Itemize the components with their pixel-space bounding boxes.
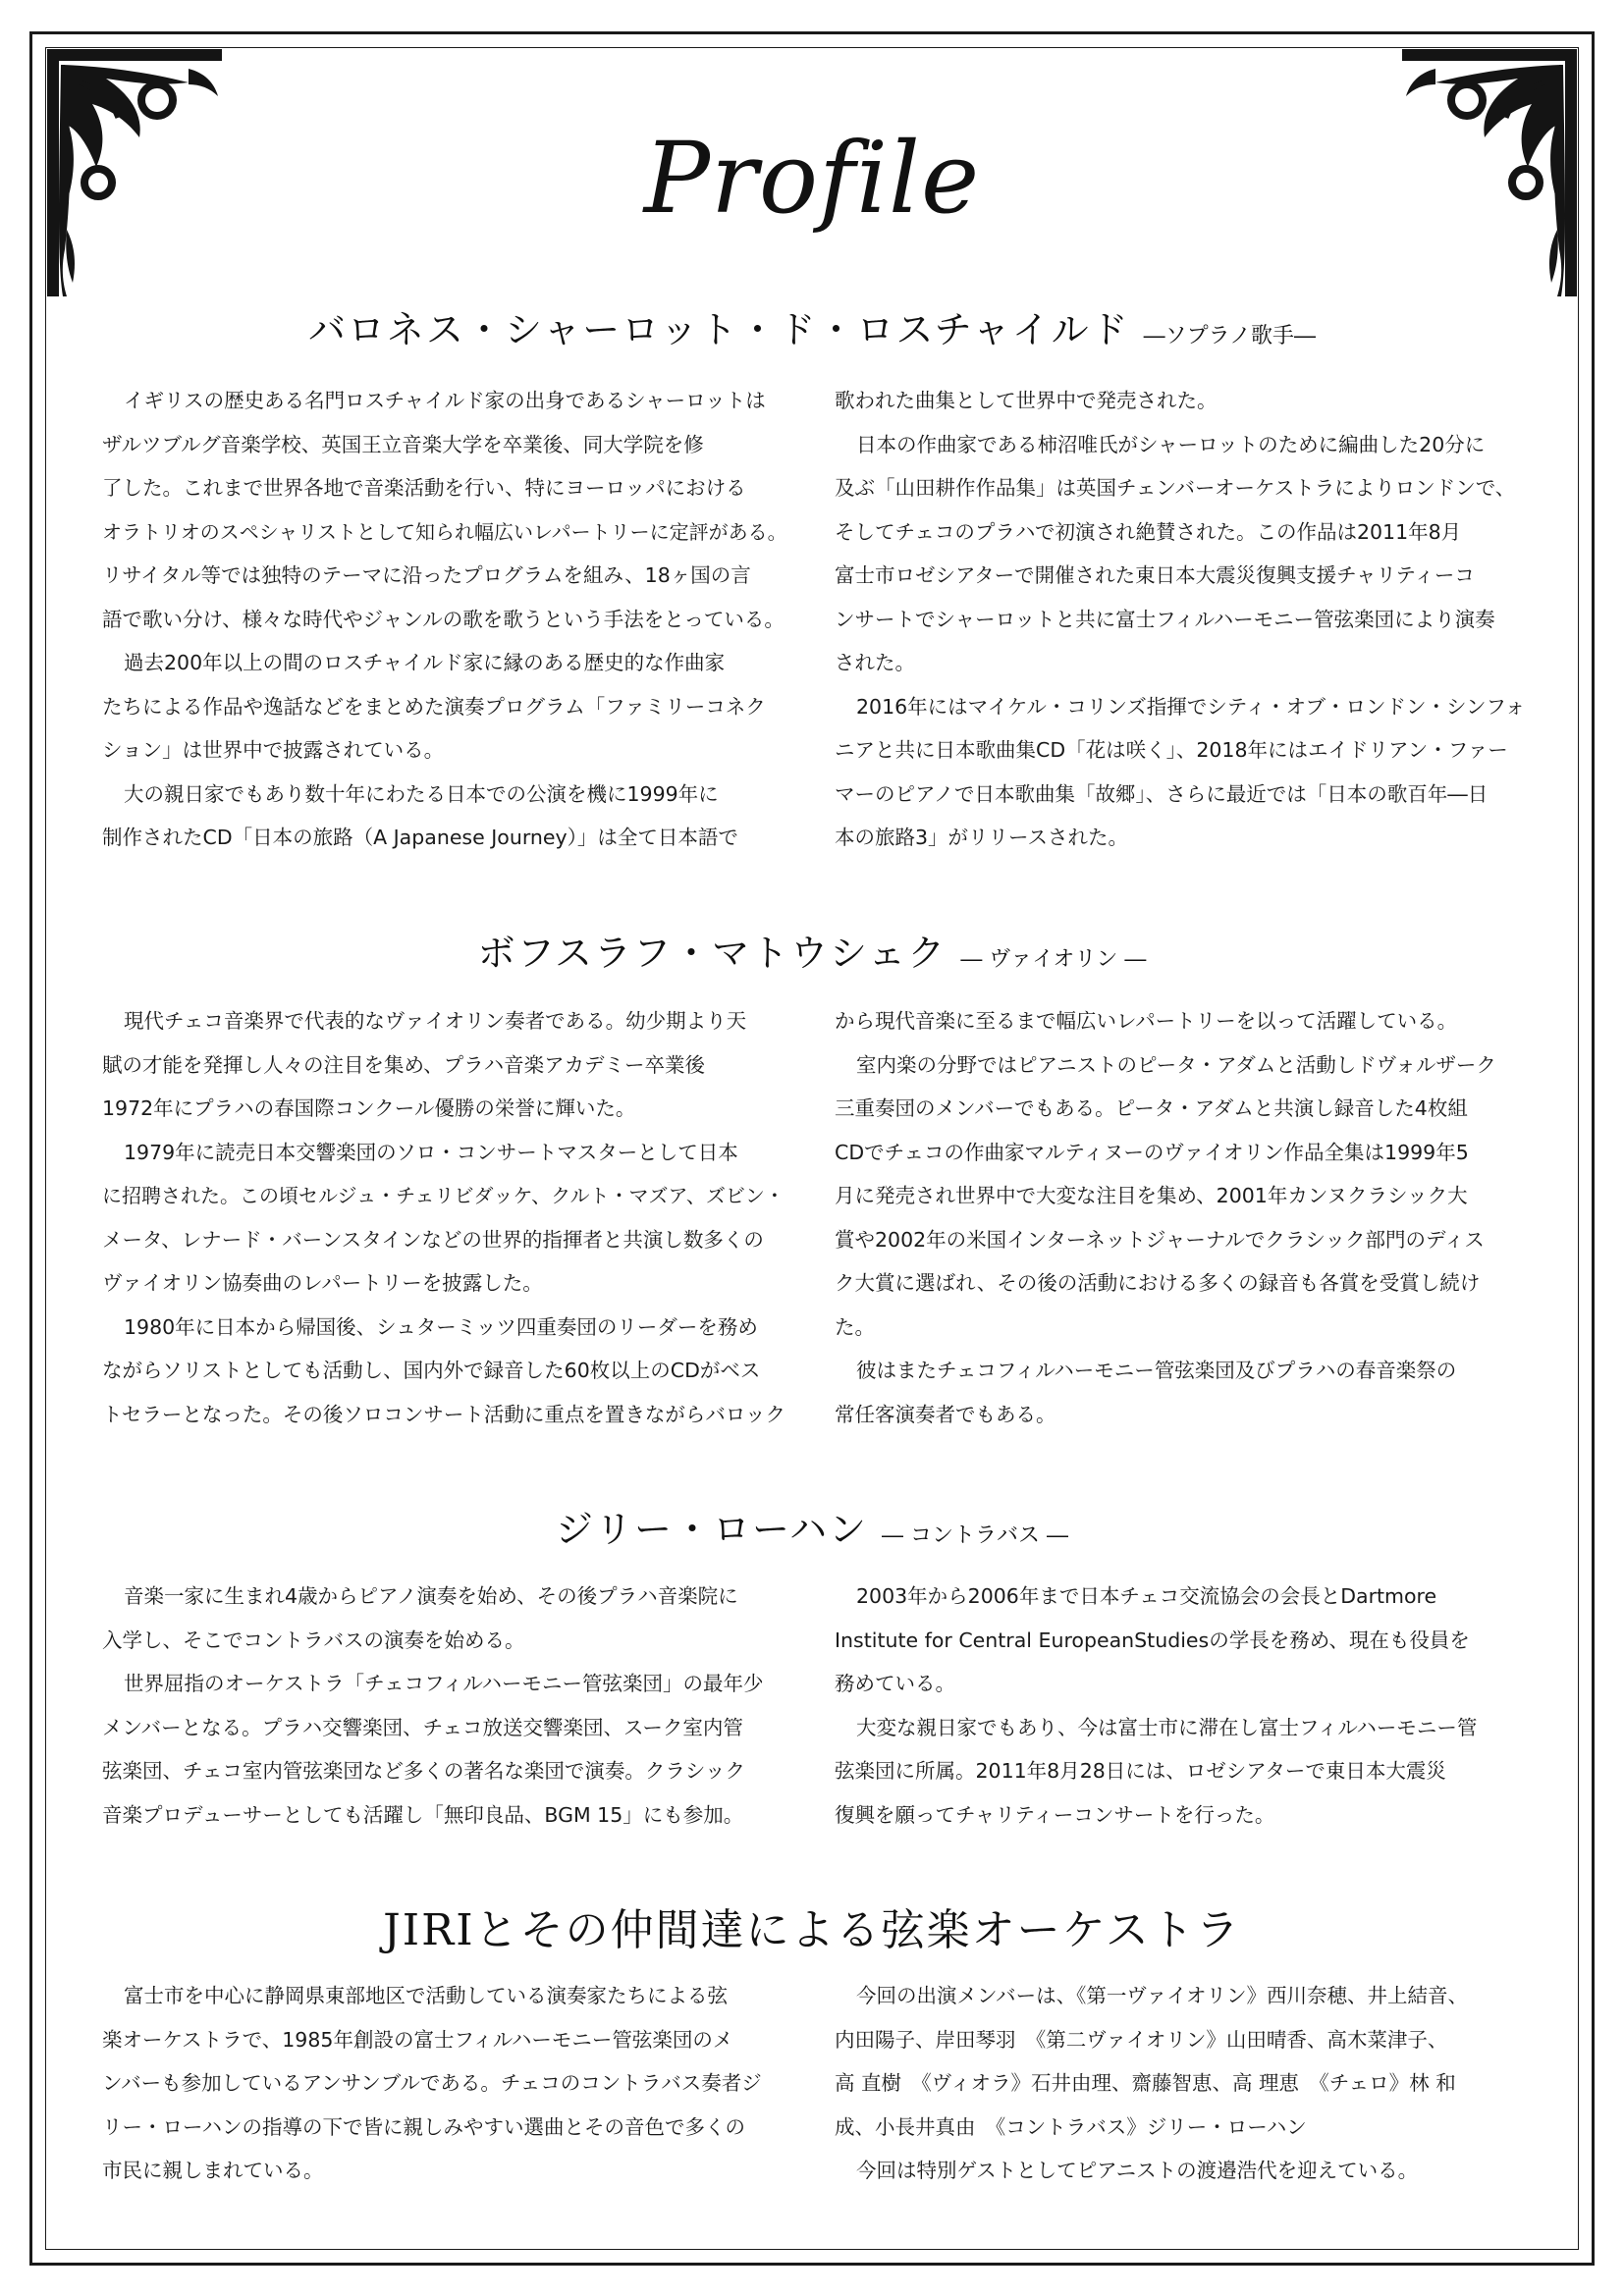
section-name: バロネス・シャーロット・ド・ロスチャイルド: [308, 308, 1130, 351]
text-line: 大の親日家でもあり数十年にわたる日本での公演を機に1999年に: [124, 781, 719, 806]
text-line: 1979年に読売日本交響楽団のソロ・コンサートマスターとして日本: [124, 1140, 738, 1164]
text-line: 及ぶ「山田耕作作品集」は英国チェンバーオーケストラによりロンドンで、: [835, 476, 1516, 500]
text-line: 世界屈指のオーケストラ「チェコフィルハーモニー管弦楽団」の最年少: [124, 1672, 764, 1695]
text-line: ション」は世界中で披露されている。: [102, 738, 445, 762]
text-line: 了した。これまで世界各地で音楽活動を行い、特にヨーロッパにおける: [102, 476, 746, 500]
text-line: 1980年に日本から帰国後、シュターミッツ四重奏団のリーダーを務め: [124, 1314, 758, 1339]
text-line: メンバーとなる。プラハ交響楽団、チェコ放送交響楽団、スーク室内管: [102, 1715, 743, 1739]
text-line: 常任客演奏者でもある。: [835, 1402, 1056, 1426]
text-line: オラトリオのスペシャリストとして知られ幅広いレパートリーに定評がある。: [102, 519, 787, 544]
text-line: 三重奏団のメンバーでもある。ピータ・アダムと共演し録音した4枚組: [835, 1096, 1468, 1120]
text-line: メータ、レナード・バーンスタインなどの世界的指揮者と共演し数多くの: [102, 1227, 764, 1252]
text-line: リー・ローハンの指導の下で皆に親しみやすい選曲とその音色で多くの: [102, 2114, 745, 2139]
text-line: トセラーとなった。その後ソロコンサート活動に重点を置きながらバロック: [102, 1402, 785, 1426]
text-line: ニアと共に日本歌曲集CD「花は咲く」、2018年にはエイドリアン・ファー: [835, 738, 1508, 762]
page-title: Profile: [643, 121, 981, 236]
section-body-right: [835, 1575, 1526, 1837]
section-role: ― ヴァイオリン ―: [960, 947, 1147, 972]
text-line: 高 直樹 《ヴィオラ》石井由理、齋藤智恵、高 理恵 《チェロ》林 和: [835, 2071, 1456, 2095]
text-line: 富士市を中心に静岡県東部地区で活動している演奏家たちによる弦: [124, 1984, 728, 2007]
text-line: イギリスの歴史ある名門ロスチャイルド家の出身であるシャーロットは: [124, 389, 766, 412]
text-line: そしてチェコのプラハで初演され絶賛された。この作品は2011年8月: [835, 519, 1462, 544]
text-line: 過去200年以上の間のロスチャイルド家に縁のある歴史的な作曲家: [124, 651, 726, 674]
text-line: ンバーも参加しているアンサンブルである。チェコのコントラバス奏者ジ: [102, 2071, 762, 2095]
text-line: 弦楽団、チェコ室内管弦楽団など多くの著名な楽団で演奏。クラシック: [102, 1759, 745, 1783]
text-line: 大変な親日家でもあり、今は富士市に滞在し富士フィルハーモニー管: [856, 1715, 1478, 1739]
section-heading-contrabass: [0, 1499, 1624, 1553]
text-line: ク大賞に選ばれ、その後の活動における多くの録音も各賞を受賞し続け: [835, 1271, 1481, 1295]
text-line: 音楽一家に生まれ4歳からピアノ演奏を始め、その後プラハ音楽院に: [124, 1584, 738, 1608]
text-line: 成、小長井真由 《コントラバス》ジリー・ローハン: [835, 2114, 1307, 2139]
text-line: ザルツブルグ音楽学校、英国王立音楽大学を卒業後、同大学院を修: [102, 432, 704, 456]
text-line: 2003年から2006年まで日本チェコ交流協会の会長とDartmore: [856, 1584, 1437, 1608]
text-line: 現代チェコ音楽界で代表的なヴァイオリン奏者である。幼少期より天: [124, 1009, 747, 1033]
text-line: ンサートでシャーロットと共に富士フィルハーモニー管弦楽団により演奏: [835, 607, 1495, 631]
text-line: 内田陽子、岸田琴羽 《第二ヴァイオリン》山田晴香、高木菜津子、: [835, 2027, 1448, 2052]
text-line: 市民に親しまれている。: [102, 2159, 324, 2182]
text-line: 賦の才能を発揮し人々の注目を集め、プラハ音楽アカデミー卒業後: [102, 1052, 705, 1077]
text-line: から現代音楽に至るまで幅広いレパートリーを以って活躍している。: [835, 1009, 1458, 1033]
section-heading-violin: [0, 923, 1624, 977]
section-role: ―ソプラノ歌手―: [1143, 324, 1316, 348]
section-name: ジリー・ローハン: [555, 1508, 869, 1551]
text-line: 語で歌い分け、様々な時代やジャンルの歌を歌うという手法をとっている。: [102, 607, 785, 631]
text-line: CDでチェコの作曲家マルティヌーのヴァイオリン作品全集は1999年5: [835, 1140, 1469, 1164]
text-line: ながらソリストとしても活動し、国内外で録音した60枚以上のCDがベス: [102, 1359, 761, 1382]
text-line: 彼はまたチェコフィルハーモニー管弦楽団及びプラハの春音楽祭の: [856, 1359, 1457, 1382]
section-body-right: [835, 379, 1526, 860]
text-line: 富士市ロゼシアターで開催された東日本大震災復興支援チャリティーコ: [835, 563, 1475, 587]
section-heading-orchestra: [0, 1895, 1624, 1957]
text-line: 制作されたCD「日本の旅路（A Japanese Journey）」は全て日本語で: [102, 826, 738, 849]
text-line: Institute for Central EuropeanStudiesの学長を務め、現在も役員を: [835, 1628, 1470, 1652]
text-line: に招聘された。この頃セルジュ・チェリビダッケ、クルト・マズア、ズビン・: [102, 1184, 785, 1207]
text-line: ヴァイオリン協奏曲のレパートリーを披露した。: [102, 1271, 543, 1295]
text-line: された。: [835, 651, 915, 674]
text-line: 楽オーケストラで、1985年創設の富士フィルハーモニー管弦楽団のメ: [102, 2027, 733, 2052]
text-line: 日本の作曲家である柿沼唯氏がシャーロットのために編曲した20分に: [856, 432, 1486, 456]
text-line: 歌われた曲集として世界中で発売された。: [835, 389, 1218, 412]
text-line: 本の旅路3」がリリースされた。: [835, 826, 1129, 849]
text-line: 入学し、そこでコントラバスの演奏を始める。: [102, 1628, 525, 1652]
section-role: ― コントラバス ―: [882, 1523, 1069, 1548]
text-line: リサイタル等では独特のテーマに沿ったプログラムを組み、18ヶ国の言: [102, 563, 751, 587]
section-body-left: [102, 999, 793, 1436]
section-heading-soprano: [0, 299, 1624, 353]
text-line: 音楽プロデューサーとしても活躍し「無印良品、BGM 15」にも参加。: [102, 1802, 744, 1827]
text-line: 弦楽団に所属。2011年8月28日には、ロゼシアターで東日本大震災: [835, 1759, 1446, 1783]
section-body-left: [102, 1575, 793, 1837]
section-name: ボフスラフ・マトウシェク: [477, 932, 947, 975]
section-body-right: [835, 1974, 1526, 2193]
text-line: 今回の出演メンバーは、《第一ヴァイオリン》西川奈穂、井上結音、: [856, 1984, 1468, 2007]
section-body-right: [835, 999, 1526, 1436]
text-line: 2016年にはマイケル・コリンズ指揮でシティ・オブ・ロンドン・シンフォ: [856, 694, 1526, 719]
section-body-left: [102, 379, 793, 860]
text-line: 室内楽の分野ではピアニストのピータ・アダムと活動しドヴォルザーク: [856, 1052, 1496, 1077]
text-line: マーのピアノで日本歌曲集「故郷」、さらに最近では「日本の歌百年―日: [835, 781, 1489, 806]
text-line: 務めている。: [835, 1672, 955, 1695]
text-line: 月に発売され世界中で大変な注目を集め、2001年カンヌクラシック大: [835, 1184, 1468, 1207]
text-line: 1972年にプラハの春国際コンクール優勝の栄誉に輝いた。: [102, 1096, 636, 1120]
text-line: た。: [835, 1314, 875, 1339]
section-name: JIRIとその仲間達による弦楽オーケストラ: [383, 1905, 1241, 1955]
text-line: 復興を願ってチャリティーコンサートを行った。: [835, 1802, 1275, 1827]
text-line: たちによる作品や逸話などをまとめた演奏プログラム「ファミリーコネク: [102, 694, 766, 719]
text-line: 賞や2002年の米国インターネットジャーナルでクラシック部門のディス: [835, 1227, 1485, 1252]
section-body-left: [102, 1974, 793, 2193]
text-line: 今回は特別ゲストとしてピアニストの渡邉浩代を迎えている。: [856, 2159, 1419, 2182]
